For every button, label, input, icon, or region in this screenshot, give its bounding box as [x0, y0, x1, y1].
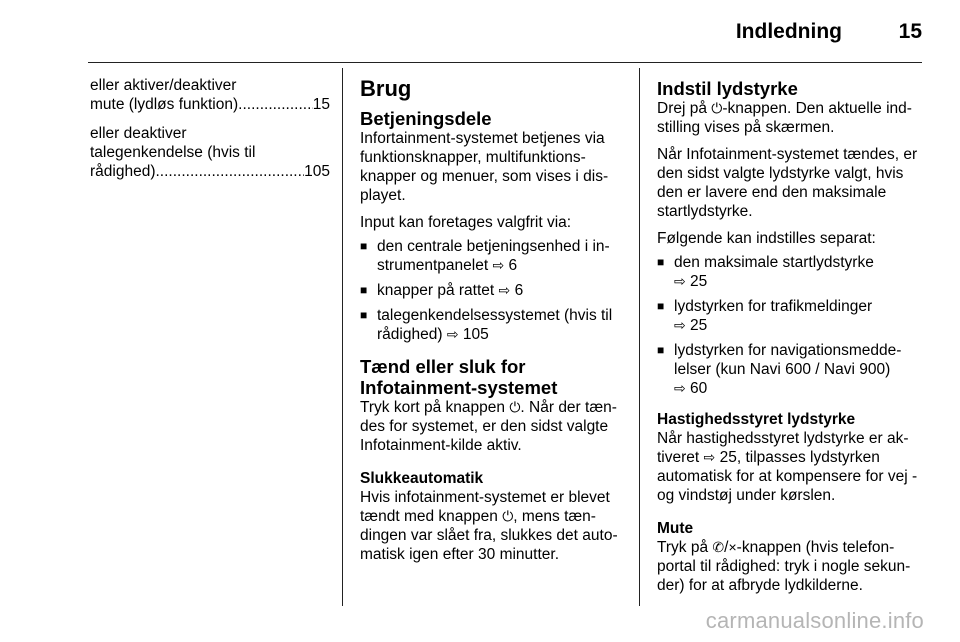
paragraph: Input kan foretages valgfrit via: — [360, 214, 572, 231]
subheading-hastighedsstyret: Hastighedsstyret lydstyrke — [657, 411, 856, 428]
section-heading-brug: Brug — [360, 76, 412, 101]
toc-entry-text: mute (lydløs funktion) — [90, 96, 239, 113]
list-item: ■ lydstyrken for navigationsmedde-lelser (kun Navi 600 / Navi 900) ⇨ 60 — [657, 341, 925, 398]
page-ref-icon: ⇨ — [674, 317, 686, 333]
toc-entry-line: eller deaktiver — [90, 125, 187, 142]
power-icon: ⏻ — [711, 100, 723, 116]
toc-leader-line — [90, 162, 330, 181]
mute-icon: × — [728, 539, 737, 555]
page-ref-icon: ⇨ — [492, 257, 505, 273]
subheading-mute: Mute — [657, 520, 694, 537]
watermark: carmanualsonline.info — [705, 608, 924, 633]
header-title: Indledning — [735, 20, 842, 43]
list-item: ■ lydstyrken for trafikmeldinger ⇨ 25 — [657, 297, 925, 335]
list-item: ■ den maksimale startlydstyrke ⇨ 25 — [657, 253, 925, 291]
toc-dots — [156, 162, 305, 181]
paragraph: Følgende kan indstilles separat: — [657, 230, 876, 247]
page-ref[interactable]: 105 — [462, 326, 489, 343]
page-ref-icon: ⇨ — [498, 282, 511, 298]
page-ref-icon: ⇨ — [703, 449, 716, 465]
paragraph: Hvis infotainment-systemet er blevet tændt med knappen ⏻, mens tæn-dingen var slået fra, slukkes det auto-matisk igen efter 30 minutter. — [360, 489, 618, 563]
page-ref[interactable]: 25 — [719, 449, 737, 466]
header-rule — [88, 62, 922, 63]
toc-entry-text: rådighed) — [90, 163, 156, 180]
toc-entry-line: eller aktiver/deaktiver — [90, 77, 237, 94]
list-item: ■ talegenkendelsessystemet (hvis til rådighed) ⇨ 105 — [360, 306, 625, 344]
power-icon: ⏻ — [509, 399, 521, 415]
column-2 — [360, 76, 625, 572]
subheading-power-line2: Infotainment-systemet — [360, 377, 558, 398]
paragraph: Tryk kort på knappen ⏻. Når der tæn-des for systemet, er den sidst valgte Infotainment-kilde aktiv. — [360, 399, 617, 454]
paragraph: Når hastighedsstyret lydstyrke er ak-tiveret ⇨ 25, tilpasses lydstyrken automatisk for at kompensere for vej - og vindstøj under kørslen. — [657, 430, 918, 504]
toc-entry-page: 15 — [312, 96, 330, 113]
paragraph: Når Infotainment-systemet tændes, er den sidst valgte lydstyrke valgt, hvis den er lavere end den maksimale startlydstyrke. — [657, 146, 918, 220]
toc-entry-line: talegenkendelse (hvis til — [90, 144, 256, 161]
page-ref-icon: ⇨ — [446, 326, 459, 342]
subheading-betjeningsdele: Betjeningsdele — [360, 108, 492, 129]
list-item: ■ knapper på rattet ⇨ 6 — [360, 281, 625, 300]
column-1 — [90, 76, 330, 181]
paragraph: Tryk på ✆/×-knappen (hvis telefon-portal til rådighed: tryk i nogle sekun-der) for at afbryde lydkilderne. — [657, 539, 911, 594]
input-options-list — [360, 237, 625, 344]
toc-entry-page: 105 — [304, 163, 330, 180]
subheading-slukkeautomatik: Slukkeautomatik — [360, 470, 484, 487]
phone-icon: ✆ — [712, 539, 725, 555]
toc-entry-voice[interactable] — [90, 124, 330, 181]
toc-leader-line — [90, 95, 330, 114]
column-3 — [657, 76, 925, 603]
page-ref-icon: ⇨ — [674, 380, 686, 396]
paragraph: Infortainment-systemet betjenes via funktionsknapper, multifunktions-knapper og menuer, som vises i dis-playet. — [360, 130, 609, 204]
toc-entry-mute[interactable] — [90, 76, 330, 114]
column-divider-left — [342, 68, 343, 606]
paragraph: Drej på ⏻-knappen. Den aktuelle ind-stilling vises på skærmen. — [657, 100, 912, 136]
column-divider-right — [639, 68, 640, 606]
power-icon: ⏻ — [502, 508, 514, 524]
volume-settings-list — [657, 253, 925, 398]
page-ref[interactable]: 25 — [690, 273, 708, 290]
page-ref-icon: ⇨ — [674, 273, 686, 289]
page-ref[interactable]: 6 — [514, 282, 524, 299]
page-number: 15 — [898, 20, 922, 43]
toc-dots — [238, 95, 313, 114]
page-ref[interactable]: 25 — [690, 317, 708, 334]
list-item: ■ den centrale betjeningsenhed i in-strumentpanelet ⇨ 6 — [360, 237, 625, 275]
subheading-lydstyrke: Indstil lydstyrke — [657, 78, 798, 99]
subheading-power-line1: Tænd eller sluk for — [360, 356, 526, 377]
page-ref[interactable]: 60 — [690, 380, 708, 397]
page-ref[interactable]: 6 — [508, 257, 518, 274]
